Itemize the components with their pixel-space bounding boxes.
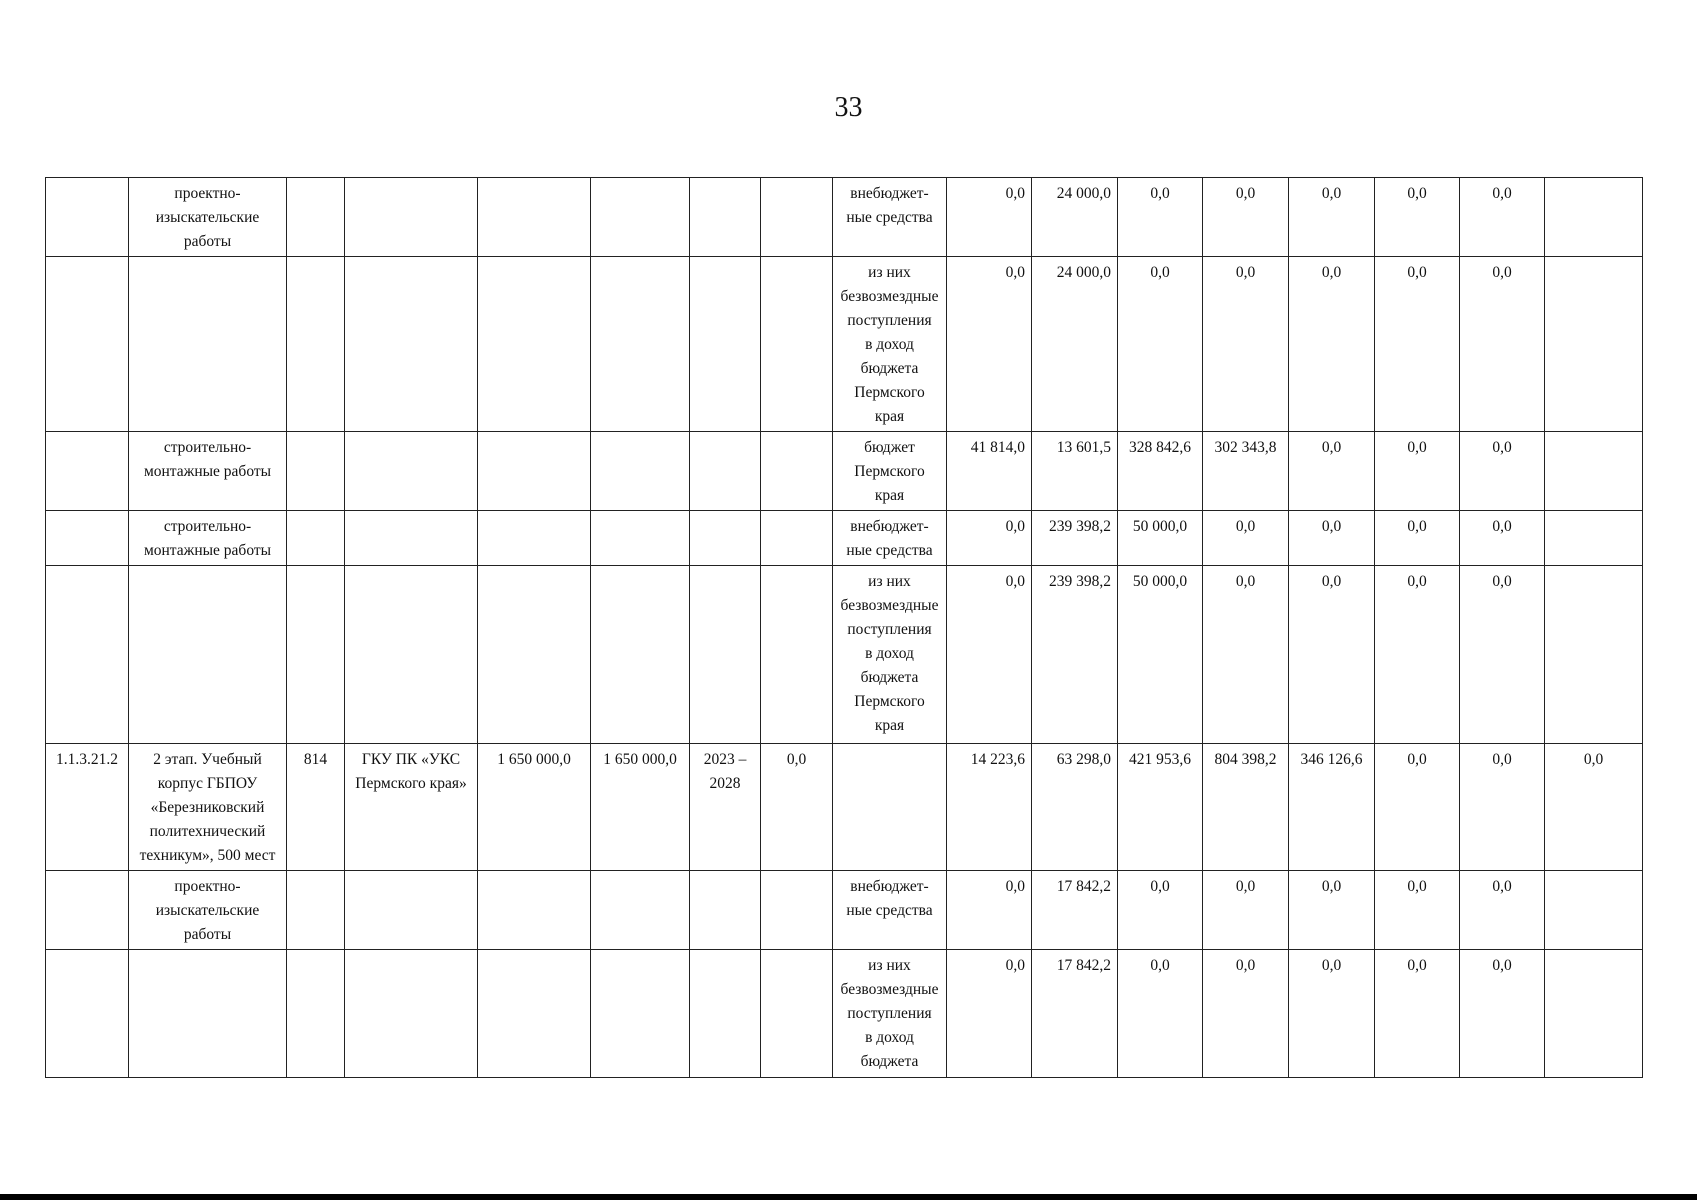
row-cost-limit [591,432,690,511]
row-customer [345,178,478,257]
row-source: бюджет Пермского края [833,432,947,511]
row-value-5: 0,0 [1289,257,1375,432]
row-value-5: 0,0 [1289,432,1375,511]
row-source: внебюджет- ные средства [833,178,947,257]
row-cost-total [478,432,591,511]
row-period [690,950,761,1078]
row-source: из них безвозмездные поступления в доход бюджета Пермского края [833,566,947,744]
row-value-2: 17 842,2 [1032,871,1118,950]
row-source: внебюджет- ные средства [833,511,947,566]
row-value-8 [1545,511,1643,566]
row-prev-funding [761,566,833,744]
row-value-4: 0,0 [1203,178,1289,257]
row-value-7: 0,0 [1460,566,1545,744]
row-value-7: 0,0 [1460,950,1545,1078]
row-value-6: 0,0 [1375,178,1460,257]
table-row [46,566,1643,744]
row-value-7: 0,0 [1460,871,1545,950]
row-value-6: 0,0 [1375,744,1460,871]
row-value-8 [1545,432,1643,511]
row-cost-limit [591,511,690,566]
row-code [46,432,129,511]
row-value-2: 24 000,0 [1032,257,1118,432]
row-value-1: 0,0 [947,178,1032,257]
row-cost-total [478,511,591,566]
row-prev-funding: 0,0 [761,744,833,871]
row-value-5: 0,0 [1289,871,1375,950]
row-value-3: 328 842,6 [1118,432,1203,511]
row-cost-limit [591,871,690,950]
row-value-6: 0,0 [1375,950,1460,1078]
row-code [46,178,129,257]
row-value-7: 0,0 [1460,178,1545,257]
row-cost-total [478,950,591,1078]
row-period: 2023 – 2028 [690,744,761,871]
row-value-5: 346 126,6 [1289,744,1375,871]
row-value-5: 0,0 [1289,511,1375,566]
row-value-6: 0,0 [1375,257,1460,432]
table-row [46,178,1643,257]
row-value-6: 0,0 [1375,432,1460,511]
row-cost-limit [591,566,690,744]
scan-edge [0,1194,1697,1200]
row-cost-total [478,257,591,432]
row-value-7: 0,0 [1460,257,1545,432]
row-name: строительно- монтажные работы [129,511,287,566]
row-value-7: 0,0 [1460,744,1545,871]
table-row [46,950,1643,1078]
row-customer [345,950,478,1078]
row-code [46,257,129,432]
row-value-7: 0,0 [1460,432,1545,511]
row-value-3: 421 953,6 [1118,744,1203,871]
row-grbs [287,511,345,566]
table-row [46,511,1643,566]
row-code [46,950,129,1078]
row-value-1: 0,0 [947,511,1032,566]
row-value-8: 0,0 [1545,744,1643,871]
row-cost-limit [591,257,690,432]
row-prev-funding [761,432,833,511]
page-number: 33 [834,92,863,123]
row-value-7: 0,0 [1460,511,1545,566]
row-value-8 [1545,950,1643,1078]
row-value-6: 0,0 [1375,871,1460,950]
row-value-6: 0,0 [1375,566,1460,744]
row-period [690,178,761,257]
row-value-3: 0,0 [1118,871,1203,950]
row-cost-total [478,566,591,744]
row-period [690,511,761,566]
row-period [690,566,761,744]
row-value-2: 239 398,2 [1032,511,1118,566]
row-value-5: 0,0 [1289,178,1375,257]
row-value-1: 14 223,6 [947,744,1032,871]
row-value-2: 239 398,2 [1032,566,1118,744]
row-customer [345,257,478,432]
budget-table [45,177,1643,1078]
row-value-1: 41 814,0 [947,432,1032,511]
row-value-3: 0,0 [1118,950,1203,1078]
row-code [46,511,129,566]
row-name: проектно- изыскательские работы [129,178,287,257]
row-name: строительно- монтажные работы [129,432,287,511]
row-value-8 [1545,257,1643,432]
row-value-4: 0,0 [1203,511,1289,566]
row-cost-limit [591,178,690,257]
row-value-2: 17 842,2 [1032,950,1118,1078]
row-value-1: 0,0 [947,257,1032,432]
row-value-4: 0,0 [1203,257,1289,432]
row-grbs [287,566,345,744]
row-value-5: 0,0 [1289,566,1375,744]
row-value-2: 13 601,5 [1032,432,1118,511]
row-value-1: 0,0 [947,950,1032,1078]
row-name: проектно- изыскательские работы [129,871,287,950]
row-value-1: 0,0 [947,871,1032,950]
table-row [46,871,1643,950]
row-value-3: 0,0 [1118,178,1203,257]
row-name: 2 этап. Учебный корпус ГБПОУ «Березниковский политехнический техникум», 500 мест [129,744,287,871]
row-value-4: 0,0 [1203,950,1289,1078]
row-grbs [287,178,345,257]
row-value-2: 24 000,0 [1032,178,1118,257]
row-source: из них безвозмездные поступления в доход бюджета [833,950,947,1078]
row-grbs [287,871,345,950]
row-value-8 [1545,566,1643,744]
row-prev-funding [761,178,833,257]
row-source [833,744,947,871]
table-row [46,257,1643,432]
row-cost-total [478,871,591,950]
row-value-5: 0,0 [1289,950,1375,1078]
row-code [46,566,129,744]
row-period [690,432,761,511]
row-grbs [287,432,345,511]
row-value-6: 0,0 [1375,511,1460,566]
row-customer [345,511,478,566]
row-name [129,950,287,1078]
row-prev-funding [761,511,833,566]
row-code [46,871,129,950]
row-name [129,257,287,432]
row-customer [345,432,478,511]
row-cost-total: 1 650 000,0 [478,744,591,871]
row-grbs: 814 [287,744,345,871]
row-code: 1.1.3.21.2 [46,744,129,871]
row-value-8 [1545,178,1643,257]
row-grbs [287,950,345,1078]
row-value-3: 50 000,0 [1118,511,1203,566]
row-period [690,871,761,950]
row-name [129,566,287,744]
table-row [46,744,1643,871]
row-source: из них безвозмездные поступления в доход бюджета Пермского края [833,257,947,432]
row-prev-funding [761,950,833,1078]
row-value-4: 302 343,8 [1203,432,1289,511]
row-cost-limit: 1 650 000,0 [591,744,690,871]
row-value-3: 0,0 [1118,257,1203,432]
row-grbs [287,257,345,432]
row-period [690,257,761,432]
row-prev-funding [761,871,833,950]
row-prev-funding [761,257,833,432]
row-customer [345,871,478,950]
row-value-8 [1545,871,1643,950]
row-value-4: 0,0 [1203,566,1289,744]
row-value-4: 0,0 [1203,871,1289,950]
row-customer [345,566,478,744]
row-customer: ГКУ ПК «УКС Пермского края» [345,744,478,871]
row-cost-limit [591,950,690,1078]
row-cost-total [478,178,591,257]
row-value-3: 50 000,0 [1118,566,1203,744]
row-value-2: 63 298,0 [1032,744,1118,871]
row-value-4: 804 398,2 [1203,744,1289,871]
row-value-1: 0,0 [947,566,1032,744]
row-source: внебюджет- ные средства [833,871,947,950]
table-row [46,432,1643,511]
